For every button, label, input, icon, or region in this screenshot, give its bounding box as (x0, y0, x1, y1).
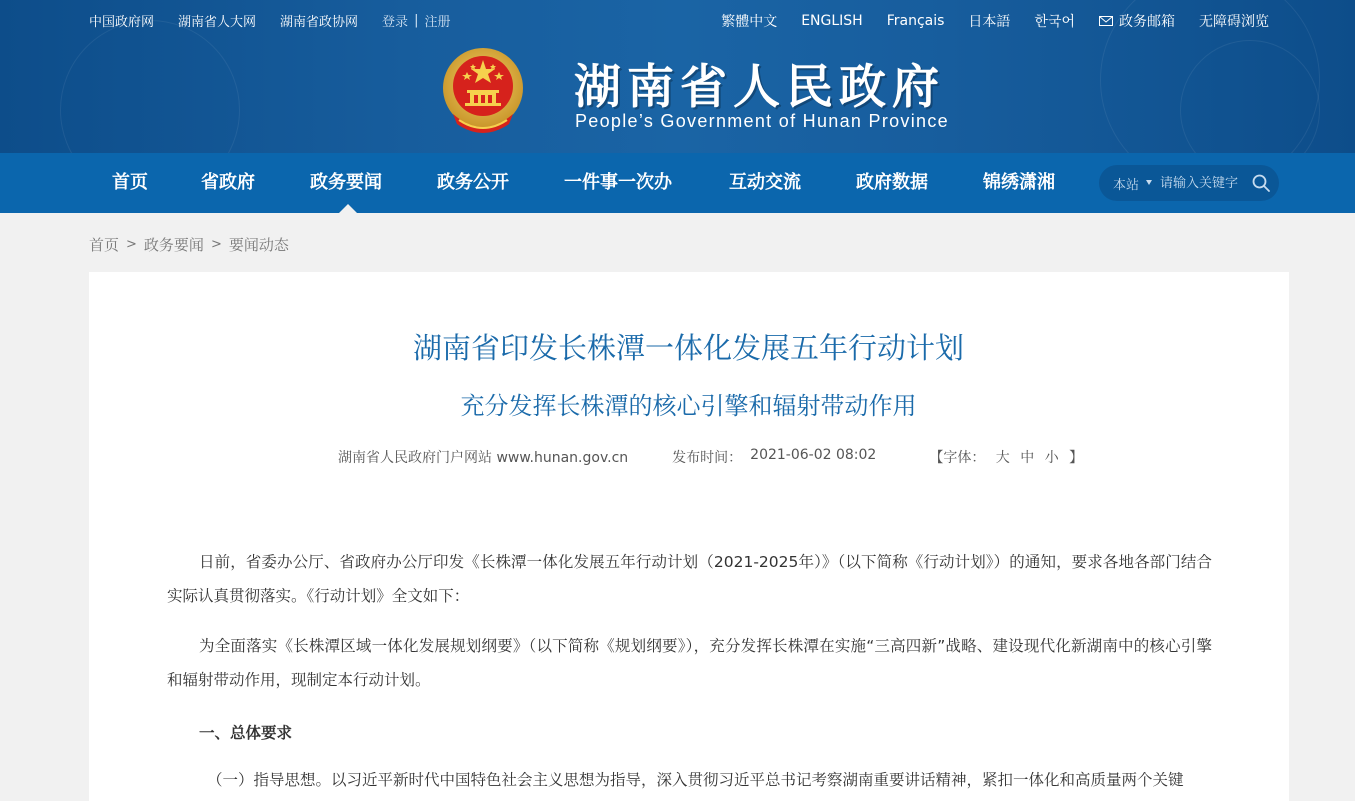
national-emblem-icon (441, 44, 525, 136)
lang-korean[interactable]: 한국어 (1034, 14, 1075, 30)
publish-time-label: 发布时间： (672, 450, 743, 466)
breadcrumb (89, 234, 289, 255)
nav-one-stop-service[interactable]: 一件事一次办 (564, 172, 672, 193)
article-meta (338, 447, 1086, 467)
article-paragraph: （一）指导思想。以习近平新时代中国特色社会主义思想为指导，深入贯彻习近平总书记考察湖南重要讲话精神，紧扣一体化和高质量两个关键 (207, 771, 1184, 789)
site-title-en: People’s Government of Hunan Province (575, 111, 949, 131)
breadcrumb-separator: > (126, 237, 137, 252)
article-paragraph: 日前，省委办公厅、省政府办公厅印发《长株潭一体化发展五年行动计划（2021-2025年）》（以下简称《行动计划》）的通知，要求各地各部门结合实际认真贯彻落实。《行动计划》全文如下： (167, 553, 1212, 605)
topbar-left (89, 11, 450, 30)
mail-link[interactable] (1099, 11, 1175, 31)
register-link[interactable]: 注册 (424, 15, 451, 30)
site-header (0, 0, 1355, 153)
font-size-label-open: 【字体： (929, 450, 986, 466)
link-hunan-cppcc[interactable]: 湖南省政协网 (280, 15, 359, 30)
font-size-small-button[interactable]: 小 (1044, 450, 1059, 466)
accessibility-link[interactable]: 无障碍浏览 (1199, 14, 1269, 30)
nav-government-news[interactable]: 政务要闻 (310, 172, 382, 193)
login-link[interactable]: 登录 (382, 15, 409, 30)
topbar-right (721, 11, 1269, 31)
mail-label: 政务邮箱 (1119, 14, 1175, 30)
article-source: 湖南省人民政府门户网站 www.hunan.gov.cn (338, 450, 629, 466)
nav-interaction[interactable]: 互动交流 (729, 172, 801, 193)
nav-government-affairs[interactable]: 政务公开 (437, 172, 509, 193)
lang-japanese[interactable]: 日本語 (968, 14, 1011, 30)
decor-circle (60, 20, 240, 153)
login-separator: | (414, 13, 419, 28)
article-subtitle: 充分发挥长株潭的核心引擎和辐射带动作用 (460, 392, 917, 420)
chevron-down-icon (1146, 180, 1152, 185)
search-scope-select[interactable]: 本站 (1113, 178, 1140, 193)
nav-home[interactable]: 首页 (112, 172, 148, 193)
nav-scenic-hunan[interactable]: 锦绣潇湘 (983, 172, 1055, 193)
section-heading: 一、总体要求 (199, 724, 293, 742)
font-size-medium-button[interactable]: 中 (1020, 450, 1035, 466)
breadcrumb-government-news[interactable]: 政务要闻 (143, 236, 204, 254)
font-size-label-close: 】 (1069, 450, 1084, 466)
breadcrumb-home[interactable]: 首页 (89, 236, 120, 254)
link-hunan-npc[interactable]: 湖南省人大网 (178, 15, 257, 30)
search-input[interactable] (1160, 173, 1252, 193)
publish-time: 2021-06-02 08:02 (750, 447, 877, 463)
breadcrumb-separator: > (210, 237, 222, 252)
mail-icon (1099, 16, 1113, 26)
font-size-large-button[interactable]: 大 (995, 450, 1010, 466)
lang-english[interactable]: ENGLISH (801, 13, 863, 29)
nav-active-indicator (339, 204, 357, 213)
search-box (1099, 165, 1279, 201)
link-gov-cn[interactable]: 中国政府网 (89, 15, 155, 30)
breadcrumb-news-updates[interactable]: 要闻动态 (228, 236, 289, 254)
search-icon[interactable] (1251, 173, 1271, 193)
lang-french[interactable]: Français (886, 13, 945, 29)
nav-provincial-government[interactable]: 省政府 (201, 172, 255, 193)
article-paragraph: 为全面落实《长株潭区域一体化发展规划纲要》（以下简称《规划纲要》），充分发挥长株潭在实施“三高四新”战略、建设现代化新湖南中的核心引擎和辐射带动作用，现制定本行动计划。 (167, 637, 1212, 689)
lang-traditional-chinese[interactable]: 繁體中文 (721, 14, 778, 30)
font-size-control (926, 447, 1086, 467)
nav-government-data[interactable]: 政府数据 (856, 172, 928, 193)
article-title: 湖南省印发长株潭一体化发展五年行动计划 (412, 331, 964, 365)
site-title-cn: 湖南省人民政府 (574, 60, 945, 115)
